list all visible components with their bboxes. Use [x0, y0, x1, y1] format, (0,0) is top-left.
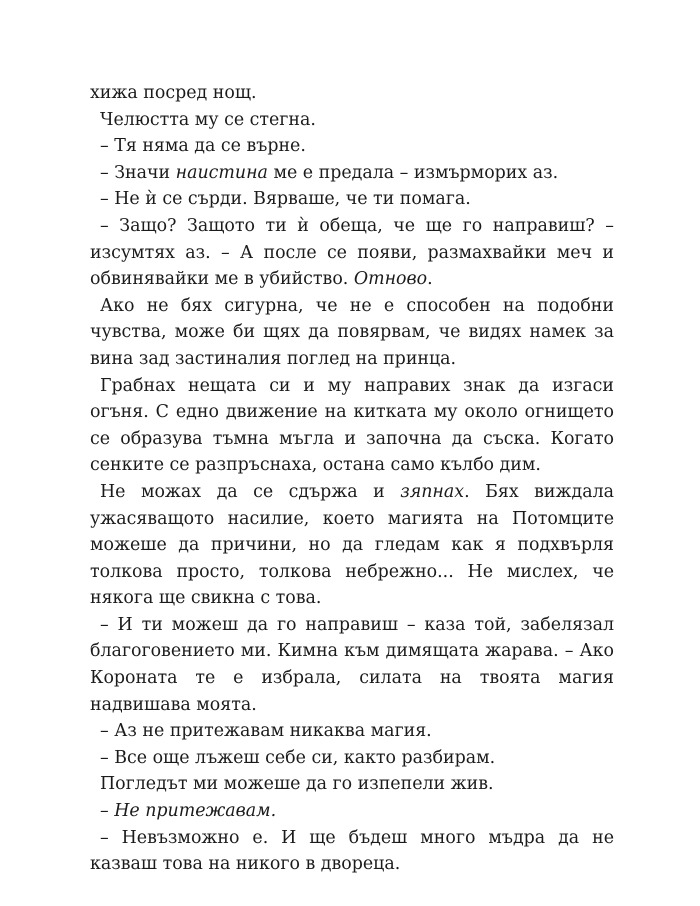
paragraph	[90, 160, 614, 187]
text-run: Челюстта му се стегна.	[100, 109, 316, 130]
body-text	[90, 80, 614, 878]
text-run: – Значи	[100, 162, 176, 183]
text-run: Не можах да се сдържа и	[100, 481, 401, 502]
text-run: – Не ѝ се сърди. Вярваше, че ти помага.	[100, 189, 471, 210]
paragraph	[90, 718, 614, 745]
paragraph	[90, 612, 614, 718]
text-run: – Невъзможно е. И ще бъдеш много мъдра да не казваш това на никого в двореца.	[90, 827, 614, 875]
text-run: – Тя няма да се върне.	[100, 136, 306, 157]
paragraph	[90, 186, 614, 213]
italic-run: зяпнах	[400, 481, 465, 502]
italic-run: Отново	[353, 269, 428, 290]
text-run: – Защо? Защото ти ѝ обеща, че ще го направиш? – изсумтях аз. – А после се появи, размахвайки меч и обвинявайки ме в убийство.	[90, 215, 614, 290]
text-run: – Аз не притежавам никаква магия.	[100, 721, 432, 742]
paragraph	[90, 293, 614, 373]
paragraph	[90, 107, 614, 134]
paragraph	[90, 771, 614, 798]
text-run: ме е предала – измърморих аз.	[267, 162, 559, 183]
paragraph	[90, 825, 614, 878]
text-run: Погледът ми можеше да го изпепели жив.	[100, 774, 494, 795]
paragraph	[90, 745, 614, 772]
text-run: – И ти можеш да го направиш – каза той, забелязал благоговението ми. Кимна към димящата жарава. – Ако Короната те е избрала, силата на твоята магия надвишава моята.	[90, 614, 614, 715]
paragraph	[90, 213, 614, 293]
text-run: Ако не бях сигурна, че не е способен на подобни чувства, може би щях да повярвам, че видях намек за вина зад застиналия поглед на принца.	[90, 295, 614, 369]
paragraph	[90, 373, 614, 479]
paragraph	[90, 479, 614, 612]
text-run: – Все още лъжеш себе си, както разбирам.	[100, 747, 496, 768]
paragraph	[90, 798, 614, 825]
paragraph	[90, 80, 614, 107]
italic-run: наистина	[175, 162, 268, 183]
paragraph	[90, 133, 614, 160]
text-run: .	[427, 269, 433, 290]
italic-run: – Не притежавам.	[100, 801, 277, 822]
text-run: Грабнах нещата си и му направих знак да изгаси огъня. С едно движение на китката му около огнището се образува тъмна мъгла и започна да съска. Когато сенките се разпръснаха, остана само кълбо дим.	[90, 375, 614, 476]
text-run: хижа посред нощ.	[90, 83, 257, 103]
text-run: . Бях виждала ужасяващото насилие, което магията на Потомците можеше да причини, но да гледам как я подхвърля толкова просто, толкова небрежно... Не мислех, че някога ще свикна с това.	[90, 481, 614, 609]
